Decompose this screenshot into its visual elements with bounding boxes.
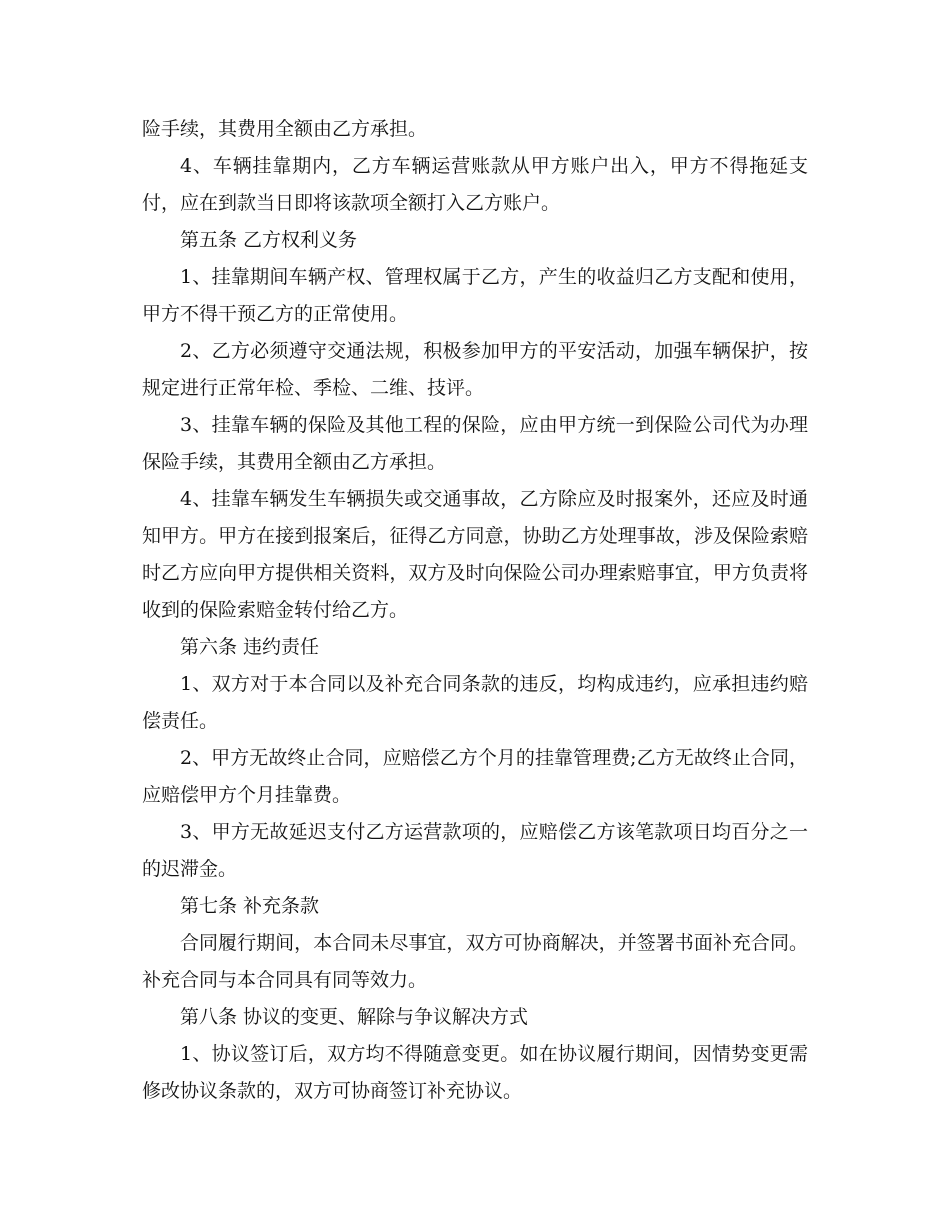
article-5-heading: 第五条 乙方权利义务 xyxy=(180,229,358,251)
article-7-heading: 第七条 补充条款 xyxy=(180,895,320,917)
article-8-item-1: 1、协议签订后，双方均不得随意变更。如在协议履行期间，因情势变更需修改协议条款的，双方可协商签订补充协议。 xyxy=(142,1043,808,1102)
article-8-heading: 第八条 协议的变更、解除与争议解决方式 xyxy=(180,1006,529,1028)
article-5-item-4: 4、挂靠车辆发生车辆损失或交通事故，乙方除应及时报案外，还应及时通知甲方。甲方在接到报案后，征得乙方同意，协助乙方处理事故，涉及保险索赔时乙方应向甲方提供相关资料，双方及时向保险公司办理索赔事宜，甲方负责将收到的保险索赔金转付给乙方。 xyxy=(142,488,808,621)
article-5-item-2: 2、乙方必须遵守交通法规，积极参加甲方的平安活动，加强车辆保护，按规定进行正常年检、季检、二维、技评。 xyxy=(142,340,808,399)
article-5-item-1: 1、挂靠期间车辆产权、管理权属于乙方，产生的收益归乙方支配和使用，甲方不得干预乙方的正常使用。 xyxy=(142,266,808,325)
article-6-item-2: 2、甲方无故终止合同，应赔偿乙方个月的挂靠管理费;乙方无故终止合同，应赔偿甲方个月挂靠费。 xyxy=(142,747,808,806)
paragraph-continuation: 险手续，其费用全额由乙方承担。 xyxy=(142,118,428,140)
article-5-item-3: 3、挂靠车辆的保险及其他工程的保险，应由甲方统一到保险公司代为办理保险手续，其费用全额由乙方承担。 xyxy=(142,414,808,473)
article-7-body: 合同履行期间，本合同未尽事宜，双方可协商解决，并签署书面补充合同。补充合同与本合同具有同等效力。 xyxy=(142,932,808,991)
clause-4-1: 4、车辆挂靠期内，乙方车辆运营账款从甲方账户出入，甲方不得拖延支付，应在到款当日即将该款项全额打入乙方账户。 xyxy=(142,155,808,214)
document-body xyxy=(142,111,808,1110)
article-6-item-1: 1、双方对于本合同以及补充合同条款的违反，均构成违约，应承担违约赔偿责任。 xyxy=(142,673,808,732)
article-6-item-3: 3、甲方无故延迟支付乙方运营款项的，应赔偿乙方该笔款项日均百分之一的迟滞金。 xyxy=(142,821,808,880)
article-6-heading: 第六条 违约责任 xyxy=(180,636,320,658)
